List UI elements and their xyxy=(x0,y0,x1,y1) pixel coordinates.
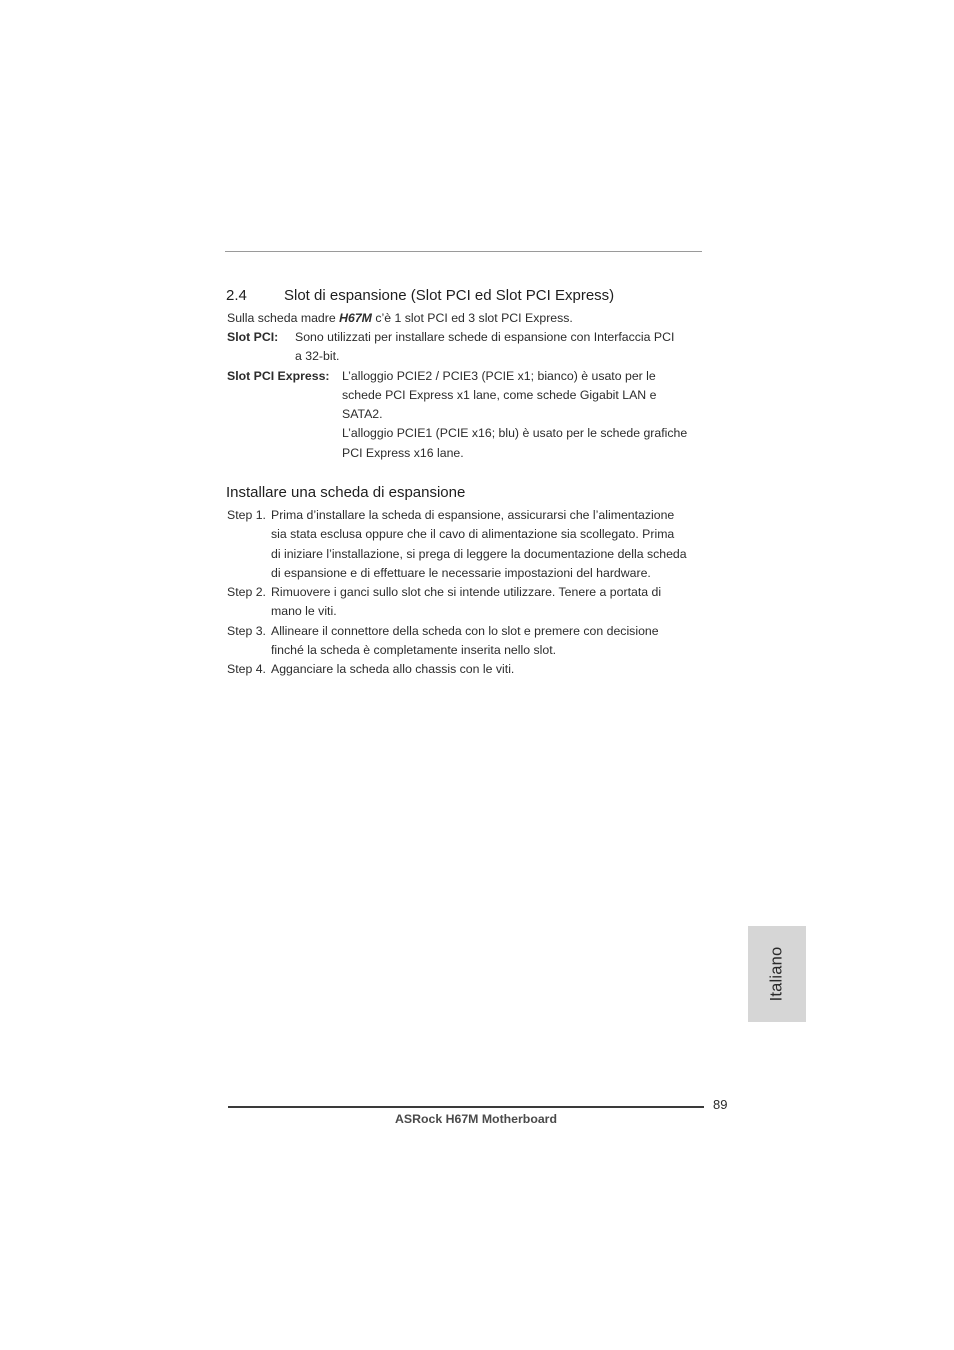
slot-pcie-line: schede PCI Express x1 lane, come schede Gigabit LAN e xyxy=(342,388,657,402)
slot-pcie-line: L’alloggio PCIE1 (PCIE x16; blu) è usato per le schede grafiche xyxy=(342,426,688,440)
page-number: 89 xyxy=(713,1097,728,1112)
section-number: 2.4 xyxy=(226,287,247,304)
step-label: Step 3. xyxy=(227,624,266,638)
step-label: Step 4. xyxy=(227,662,266,676)
model-name: H67M xyxy=(339,311,372,325)
step-line: Agganciare la scheda allo chassis con le viti. xyxy=(271,662,515,676)
install-heading: Installare una scheda di espansione xyxy=(226,484,466,501)
step-line: di espansione e di effettuare le necessarie impostazioni del hardware. xyxy=(271,566,651,580)
intro-paragraph xyxy=(227,309,573,328)
language-tab xyxy=(748,926,806,1022)
slot-pcie-line: SATA2. xyxy=(342,407,383,421)
bottom-divider xyxy=(228,1106,704,1108)
step-line: sia stata esclusa oppure che il cavo di alimentazione sia scollegato. Prima xyxy=(271,527,675,541)
step-line: Rimuovere i ganci sullo slot che si intende utilizzare. Tenere a portata di xyxy=(271,585,662,599)
intro-text-before: Sulla scheda madre xyxy=(227,311,340,325)
section-title: Slot di espansione (Slot PCI ed Slot PCI Express) xyxy=(284,287,615,304)
slot-pci-line: Sono utilizzati per installare schede di espansione con Interfaccia PCI xyxy=(295,330,675,344)
slot-pci-line: a 32-bit. xyxy=(295,349,340,363)
step-line: finché la scheda è completamente inserita nello slot. xyxy=(271,643,557,657)
step-line: mano le viti. xyxy=(271,604,337,618)
step-line: Prima d’installare la scheda di espansione, assicurarsi che l’alimentazione xyxy=(271,508,675,522)
top-divider xyxy=(225,251,702,252)
slot-pcie-label: Slot PCI Express: xyxy=(227,369,330,383)
slot-pcie-line: PCI Express x16 lane. xyxy=(342,446,464,460)
slot-pci-label: Slot PCI: xyxy=(227,330,279,344)
slot-pcie-line: L’alloggio PCIE2 / PCIE3 (PCIE x1; bianco) è usato per le xyxy=(342,369,656,383)
intro-text-after: c’è 1 slot PCI ed 3 slot PCI Express. xyxy=(371,311,573,325)
step-label: Step 1. xyxy=(227,508,266,522)
step-line: di iniziare l’installazione, si prega di leggere la documentazione della scheda xyxy=(271,547,687,561)
step-label: Step 2. xyxy=(227,585,266,599)
language-tab-label: Italiano xyxy=(767,946,786,1002)
footer-text: ASRock H67M Motherboard xyxy=(395,1112,557,1126)
step-line: Allineare il connettore della scheda con lo slot e premere con decisione xyxy=(271,624,659,638)
